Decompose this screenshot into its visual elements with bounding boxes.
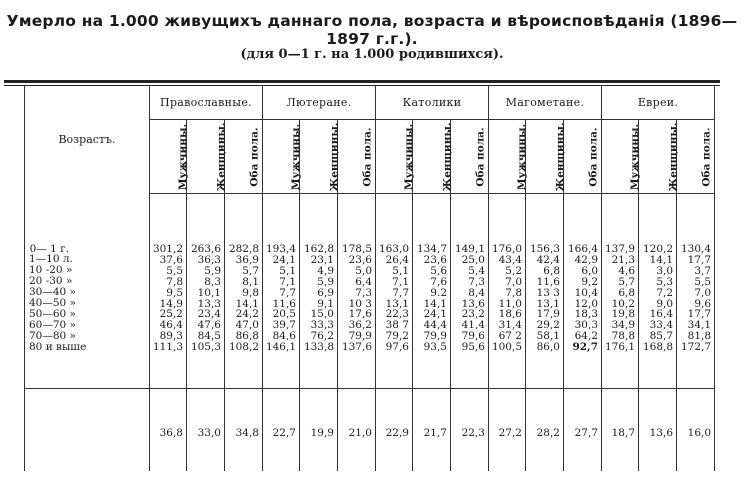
- value-cell: 79,9: [423, 330, 447, 343]
- value-cell: 26,4: [385, 253, 409, 266]
- value-cell: 79,6: [461, 330, 485, 343]
- value-cell: 8,4: [468, 286, 485, 299]
- value-cell: 263,6: [190, 243, 221, 255]
- value-cell: 3,7: [694, 264, 712, 277]
- value-cell: 6,4: [355, 275, 372, 288]
- value-cell: 67 2: [498, 330, 522, 343]
- religion-header-orthodox: Православные.: [150, 86, 263, 120]
- value-cell: 18,3: [574, 308, 599, 321]
- value-cell: 11,6: [536, 275, 560, 288]
- value-cell: 23,6: [348, 253, 372, 266]
- value-cell: 193,4: [265, 243, 296, 255]
- value-cell: 19,8: [611, 308, 636, 321]
- value-cell: 6,9: [317, 286, 334, 299]
- value-cell: 47,6: [197, 319, 221, 332]
- religion-header-jewish: Евреи.: [602, 86, 715, 120]
- value-cell: 176,0: [491, 243, 522, 255]
- total-cell: 36,8: [159, 427, 183, 439]
- value-cell: 7,7: [279, 286, 296, 299]
- value-cell: 156,3: [529, 243, 560, 255]
- age-label-text: 50—60 »: [29, 307, 76, 320]
- value-column: [376, 194, 412, 353]
- sex-header-female: Женщины.: [187, 120, 225, 194]
- age-header-label: Возрастъ.: [58, 133, 116, 147]
- top-double-rule: [4, 80, 720, 83]
- value-cell: 10,2: [611, 297, 636, 310]
- value-cell: 8,3: [204, 275, 221, 288]
- value-cell: 162,8: [303, 243, 334, 255]
- total-cell: 33,0: [197, 427, 221, 439]
- value-cell: 146,1: [265, 341, 296, 354]
- value-cell: 36,2: [348, 319, 372, 332]
- value-cell: 89,3: [159, 330, 183, 343]
- value-cell: 133,8: [303, 341, 334, 354]
- value-cell: 85,7: [649, 330, 674, 343]
- value-cell: 7,2: [656, 286, 674, 299]
- value-cell: 24,1: [272, 253, 296, 266]
- page-title: Умерло на 1.000 живущихъ даннаго пола, возраста и вѣроисповѣданія (1896—1897 г.г.).: [6, 12, 738, 48]
- value-cell: 5,7: [618, 275, 636, 288]
- value-cell: 37,6: [159, 253, 183, 266]
- value-cell: 105,3: [190, 341, 221, 354]
- value-cell: 168,8: [642, 341, 674, 354]
- value-cell: 176,1: [604, 341, 636, 354]
- value-cell: 33,4: [649, 319, 674, 332]
- total-cell: 27,7: [574, 427, 599, 439]
- value-column: [413, 194, 450, 353]
- value-cell: 130,4: [680, 243, 712, 255]
- value-cell: 149,1: [454, 243, 485, 255]
- value-cell: 78,8: [611, 330, 636, 343]
- value-cell: 5,2: [505, 264, 522, 277]
- value-cell: 7,1: [392, 275, 409, 288]
- value-cell: 23,6: [423, 253, 447, 266]
- value-cell: 178,5: [341, 243, 372, 255]
- total-cell: 16,0: [687, 427, 712, 439]
- value-cell: 14,1: [423, 297, 447, 310]
- value-cell: 9,1: [317, 297, 334, 310]
- sex-header-both: Оба пола.: [338, 120, 376, 194]
- value-column: [338, 194, 375, 353]
- age-label-text: 40—50 »: [29, 297, 76, 310]
- value-cell: 17,6: [348, 308, 372, 321]
- value-cell: 81,8: [687, 330, 712, 343]
- value-cell: 42,9: [574, 253, 599, 266]
- value-cell: 79,9: [348, 330, 372, 343]
- value-cell: 7,1: [279, 275, 296, 288]
- value-cell: 97,6: [385, 341, 409, 354]
- totals-row: [25, 389, 715, 472]
- value-cell: 36,9: [235, 253, 259, 266]
- value-cell: 20,5: [272, 308, 296, 321]
- value-cell: 5,4: [468, 264, 485, 277]
- sex-header-male: Мужчины.: [263, 120, 300, 194]
- total-cell: 28,2: [536, 427, 560, 439]
- value-cell: 42,4: [536, 253, 560, 266]
- total-cell: 27,2: [498, 427, 522, 439]
- value-cell: 10,4: [574, 286, 599, 299]
- value-cell: 41,4: [461, 319, 485, 332]
- value-cell: 163,0: [378, 243, 409, 255]
- data-row: [25, 194, 715, 389]
- sex-header-female: Женщины.: [526, 120, 564, 194]
- value-cell: 4,6: [618, 264, 636, 277]
- value-cell: 12,0: [574, 297, 599, 310]
- value-cell: 5,9: [317, 275, 334, 288]
- value-column: [300, 194, 337, 353]
- total-cell: 21,0: [348, 427, 372, 439]
- value-cell: 100,5: [491, 341, 522, 354]
- total-cell: 22,7: [272, 427, 296, 439]
- value-cell: 47,0: [235, 319, 259, 332]
- value-cell: 7,0: [694, 286, 712, 299]
- value-column: [150, 194, 186, 353]
- value-cell: 79,2: [385, 330, 409, 343]
- value-cell: 5,7: [242, 264, 259, 277]
- value-cell: 14,9: [159, 297, 183, 310]
- sex-header-male: Мужчины.: [489, 120, 526, 194]
- value-cell: 13,3: [197, 297, 221, 310]
- value-column: [677, 194, 714, 353]
- value-cell: 58,1: [536, 330, 560, 343]
- value-cell: 44,4: [423, 319, 447, 332]
- value-cell: 8,1: [242, 275, 259, 288]
- religion-header-catholic: Католики: [376, 86, 489, 120]
- sex-header-female: Женщины.: [413, 120, 451, 194]
- value-cell: 282,8: [228, 243, 259, 255]
- value-cell: 18,6: [498, 308, 522, 321]
- value-cell: 7,3: [355, 286, 372, 299]
- sex-header-both: Оба пола.: [451, 120, 489, 194]
- value-cell: 10,1: [197, 286, 221, 299]
- value-cell: 25,2: [159, 308, 183, 321]
- value-cell: 93,5: [423, 341, 447, 354]
- value-cell: 24,2: [235, 308, 259, 321]
- value-cell: 36,3: [197, 253, 221, 266]
- value-cell: 301,2: [152, 243, 183, 255]
- value-cell: 17,9: [536, 308, 560, 321]
- value-cell: 14,1: [649, 253, 674, 266]
- sex-header-male: Мужчины.: [376, 120, 413, 194]
- value-cell: 6,8: [543, 264, 560, 277]
- value-cell: 30,3: [574, 319, 599, 332]
- value-cell: 23,4: [197, 308, 221, 321]
- value-cell: 86,8: [235, 330, 259, 343]
- mortality-table: [24, 86, 715, 471]
- value-cell: 34,9: [611, 319, 636, 332]
- value-cell: 43,4: [498, 253, 522, 266]
- value-cell: 38 7: [385, 319, 409, 332]
- value-cell: 5,9: [204, 264, 221, 277]
- page-subtitle: (для 0—1 г. на 1.000 родившихся).: [240, 47, 504, 62]
- value-column: [263, 194, 299, 353]
- total-cell: 13,6: [649, 427, 674, 439]
- value-cell: 111,3: [152, 341, 183, 354]
- religion-header-row: [25, 86, 715, 120]
- age-label-text: 10 -20 »: [29, 264, 73, 277]
- age-label-text: 80 и выше: [29, 340, 87, 353]
- value-cell: 15,0: [310, 308, 334, 321]
- value-cell: 137,9: [604, 243, 636, 255]
- value-cell: 86,0: [536, 341, 560, 354]
- sex-header-both: Оба пола.: [677, 120, 715, 194]
- value-cell: 166,4: [567, 243, 599, 255]
- value-cell: 172,7: [680, 341, 712, 354]
- sex-header-female: Женщины.: [300, 120, 338, 194]
- value-cell: 10 3: [348, 297, 372, 310]
- value-cell: 11,6: [272, 297, 296, 310]
- value-cell: 21,3: [611, 253, 636, 266]
- value-cell: 33,3: [310, 319, 334, 332]
- religion-header-muslim: Магометане.: [489, 86, 602, 120]
- value-cell: 64,2: [574, 330, 599, 343]
- value-cell: 95,6: [461, 341, 485, 354]
- value-cell: 84,6: [272, 330, 296, 343]
- value-column: [639, 194, 676, 353]
- age-label-text: 0— 1 г.: [29, 242, 69, 255]
- religion-header-lutheran: Лютеране.: [263, 86, 376, 120]
- sex-header-male: Мужчины.: [150, 120, 187, 194]
- value-cell: 137,6: [341, 341, 372, 354]
- value-cell: 17,7: [687, 253, 712, 266]
- value-column: [187, 194, 224, 353]
- value-cell: 6,0: [581, 264, 599, 277]
- value-cell: 5,5: [694, 275, 712, 288]
- value-cell: 13,6: [461, 297, 485, 310]
- value-cell: 7,8: [166, 275, 183, 288]
- value-cell: 13,1: [385, 297, 409, 310]
- value-cell: 31,4: [498, 319, 522, 332]
- value-cell: 39,7: [272, 319, 296, 332]
- value-cell: 14,1: [235, 297, 259, 310]
- age-label-text: 20 -30 »: [29, 275, 73, 288]
- value-cell: 92,7: [572, 341, 599, 354]
- value-cell: 9,8: [242, 286, 259, 299]
- age-label-text: 60—70 »: [29, 318, 76, 331]
- value-cell: 5,5: [166, 264, 183, 277]
- value-cell: 120,2: [642, 243, 674, 255]
- value-column: [526, 194, 563, 353]
- value-cell: 76,2: [310, 330, 334, 343]
- value-cell: 3,0: [656, 264, 674, 277]
- value-cell: 4,9: [317, 264, 334, 277]
- value-cell: 5,6: [430, 264, 447, 277]
- value-cell: 22,3: [385, 308, 409, 321]
- value-cell: 108,2: [228, 341, 259, 354]
- age-label-text: 70—80 »: [29, 329, 76, 342]
- sex-header-male: Мужчины.: [602, 120, 639, 194]
- value-cell: 25,0: [461, 253, 485, 266]
- value-cell: 13,1: [536, 297, 560, 310]
- value-cell: 7,6: [430, 275, 447, 288]
- total-cell: 18,7: [611, 427, 636, 439]
- value-cell: 13 3: [536, 286, 560, 299]
- value-cell: 5,3: [656, 275, 674, 288]
- total-cell: 21,7: [423, 427, 447, 439]
- value-cell: 84,5: [197, 330, 221, 343]
- value-column: [225, 194, 262, 353]
- sex-header-both: Оба пола.: [564, 120, 602, 194]
- value-cell: 23,2: [461, 308, 485, 321]
- value-cell: 9.2: [430, 286, 447, 299]
- value-cell: 11,0: [498, 297, 522, 310]
- total-cell: 22,3: [461, 427, 485, 439]
- value-column: [489, 194, 525, 353]
- value-cell: 34,1: [687, 319, 712, 332]
- value-cell: 7,7: [392, 286, 409, 299]
- total-cell: 19,9: [310, 427, 334, 439]
- age-label-text: 30—40 »: [29, 286, 76, 299]
- value-cell: 7,3: [468, 275, 485, 288]
- value-cell: 6,8: [618, 286, 636, 299]
- total-cell: 22,9: [385, 427, 409, 439]
- value-cell: 9,6: [694, 297, 712, 310]
- value-column: [602, 194, 638, 353]
- value-column: [564, 194, 601, 353]
- value-cell: 17,7: [687, 308, 712, 321]
- value-cell: 5,1: [279, 264, 296, 277]
- value-cell: 7,0: [505, 275, 522, 288]
- value-column: [451, 194, 488, 353]
- age-label-text: 1—10 л.: [29, 253, 73, 266]
- value-cell: 9,0: [656, 297, 674, 310]
- value-cell: 7,8: [505, 286, 522, 299]
- value-cell: 5,0: [355, 264, 372, 277]
- value-cell: 5,1: [392, 264, 409, 277]
- value-cell: 23,1: [310, 253, 334, 266]
- value-cell: 46,4: [159, 319, 183, 332]
- age-labels-cell: [25, 194, 150, 389]
- value-cell: 24,1: [423, 308, 447, 321]
- value-cell: 134,7: [416, 243, 447, 255]
- total-cell: 34,8: [235, 427, 259, 439]
- sex-header-female: Женщины.: [639, 120, 677, 194]
- value-cell: 29,2: [536, 319, 560, 332]
- age-column-header: [25, 86, 150, 194]
- age-labels: [25, 194, 149, 353]
- value-cell: 9,2: [581, 275, 599, 288]
- age-label: [29, 342, 149, 353]
- value-cell: 9,5: [166, 286, 183, 299]
- value-cell: 16,4: [649, 308, 674, 321]
- totals-label-cell: [25, 389, 150, 472]
- sex-header-both: Оба пола.: [225, 120, 263, 194]
